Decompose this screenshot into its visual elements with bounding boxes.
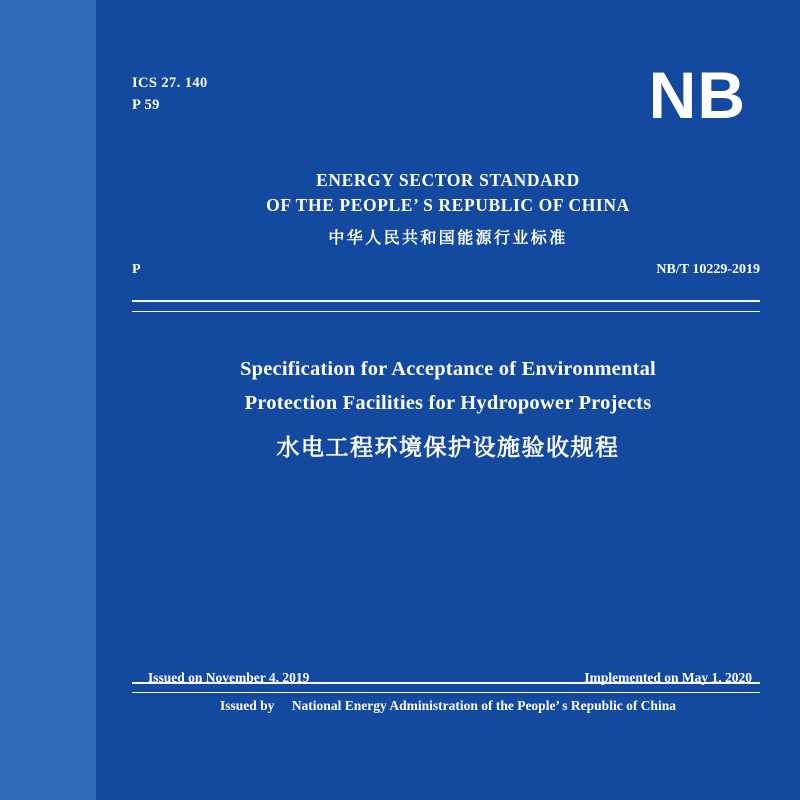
implemented-date: Implemented on May 1, 2020 (584, 670, 752, 685)
nb-logo: NB (648, 58, 746, 132)
category-letter: P (132, 262, 141, 277)
ics-code: ICS 27. 140 (132, 75, 208, 91)
issued-date: Issued on November 4, 2019 (148, 670, 310, 685)
title-en-line-1: Specification for Acceptance of Environmental (240, 358, 656, 380)
document-title (136, 352, 760, 468)
title-chinese: 水电工程环境保护设施验收规程 (276, 435, 620, 461)
issued-by-organization: National Energy Administration of the People’ s Republic of China (291, 698, 676, 713)
org-line-2: OF THE PEOPLE’ S REPUBLIC OF CHINA (266, 195, 630, 215)
date-row (148, 670, 752, 686)
classification-code: P 59 (132, 97, 160, 113)
org-line-chinese: 中华人民共和国能源行业标准 (328, 228, 568, 247)
org-line-1: ENERGY SECTOR STANDARD (316, 170, 580, 190)
cover-header (132, 58, 760, 152)
divider-bottom-thin (132, 692, 760, 693)
divider-top-thick (132, 300, 760, 302)
divider-top-thin (132, 311, 760, 312)
standard-code-row (132, 262, 760, 278)
issued-by-label: Issued by (220, 698, 275, 713)
left-accent-band (0, 0, 96, 800)
issuing-organization (96, 168, 800, 253)
issuer-row (96, 698, 800, 714)
standard-number: NB/T 10229-2019 (656, 262, 760, 277)
title-en-line-2: Protection Facilities for Hydropower Projects (244, 392, 652, 414)
ics-block (132, 72, 208, 116)
cover-content (96, 0, 800, 800)
